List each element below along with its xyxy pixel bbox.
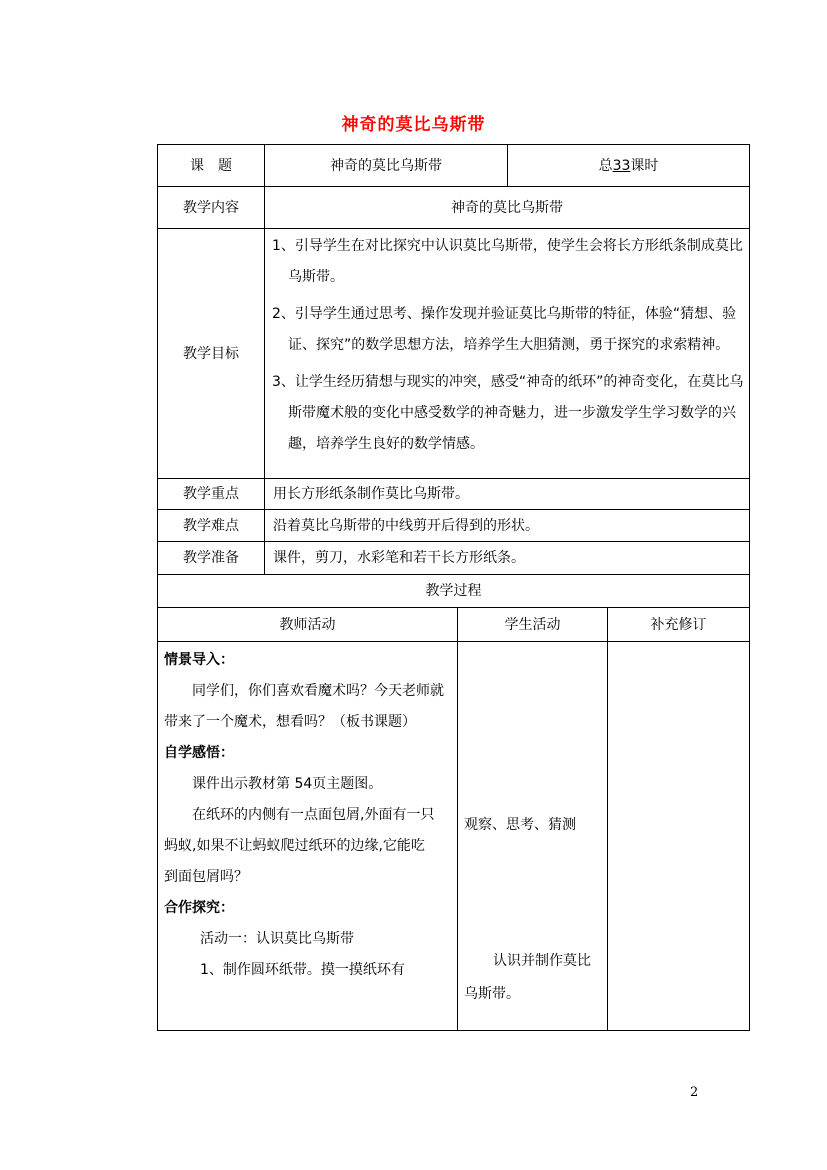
content-value: 神奇的莫比乌斯带	[451, 199, 563, 216]
section-heading: 情景导入：	[164, 652, 234, 668]
course-topic: 神奇的莫比乌斯带	[330, 157, 442, 174]
student-activity-2b: 乌斯带。	[464, 986, 520, 1002]
prep-label: 教学准备	[183, 550, 239, 566]
paragraph: 蚂蚁,如果不让蚂蚁爬过纸环的边缘,它能吃	[164, 838, 425, 854]
column-notes: 补充修订	[650, 616, 707, 633]
total-prefix: 总	[598, 157, 613, 174]
paragraph: 活动一：认识莫比乌斯带	[200, 931, 354, 947]
paragraph: 1、制作圆环纸带。摸一摸纸环有	[200, 962, 405, 978]
table-border	[157, 1030, 750, 1031]
section-heading: 自学感悟：	[164, 745, 234, 761]
difficulty-value: 沿着莫比乌斯带的中线剪开后得到的形状。	[273, 517, 539, 534]
document-title: 神奇的莫比乌斯带	[341, 115, 486, 135]
column-teacher: 教师活动	[279, 616, 336, 633]
table-border	[457, 607, 458, 1031]
goals-list	[272, 231, 744, 466]
total-suffix: 课时	[630, 157, 659, 174]
total-number: 33	[612, 157, 631, 174]
section-heading: 合作探究：	[164, 900, 234, 916]
student-activity-1: 观察、思考、猜测	[464, 817, 576, 833]
difficulty-label: 教学难点	[183, 517, 239, 534]
page-number: 2	[690, 1085, 699, 1100]
paragraph: 同学们，你们喜欢看魔术吗？今天老师就	[192, 683, 444, 699]
goal-item: 1、引导学生在对比探究中认识莫比乌斯带，使学生会将长方形纸条制成莫比乌斯带。	[272, 238, 743, 285]
teacher-activity	[164, 645, 454, 986]
process-header: 教学过程	[425, 583, 482, 599]
prep-value: 课件，剪刀，水彩笔和若干长方形纸条。	[273, 550, 525, 566]
paragraph: 课件出示教材第 54页主题图。	[192, 776, 383, 792]
student-activity-2a: 认识并制作莫比	[493, 953, 591, 969]
table-border	[607, 607, 608, 1031]
paragraph: 到面包屑吗？	[164, 869, 248, 885]
paragraph: 带来了一个魔术，想看吗？（板书课题）	[164, 714, 416, 730]
goals-label: 教学目标	[183, 345, 239, 362]
table-border	[749, 144, 750, 1031]
goal-item: 2、引导学生通过思考、操作发现并验证莫比乌斯带的特征，体验“猜想、验证、探究”的数学思想方法，培养学生大胆猜测，勇于探究的求索精神。	[272, 306, 737, 353]
paragraph: 在纸环的内侧有一点面包屑,外面有一只	[192, 807, 435, 823]
table-border	[157, 641, 750, 642]
column-student: 学生活动	[504, 616, 561, 633]
total-lessons	[508, 145, 749, 186]
key-value: 用长方形纸条制作莫比乌斯带。	[273, 486, 469, 502]
key-label: 教学重点	[183, 486, 239, 502]
goal-item: 3、让学生经历猜想与现实的冲突，感受“神奇的纸环”的神奇变化，在莫比乌斯带魔术般的变化中感受数学的神奇魅力，进一步激发学生学习数学的兴趣，培养学生良好的数学情感。	[272, 374, 744, 452]
course-label: 课 题	[190, 157, 232, 174]
content-label: 教学内容	[183, 199, 239, 216]
